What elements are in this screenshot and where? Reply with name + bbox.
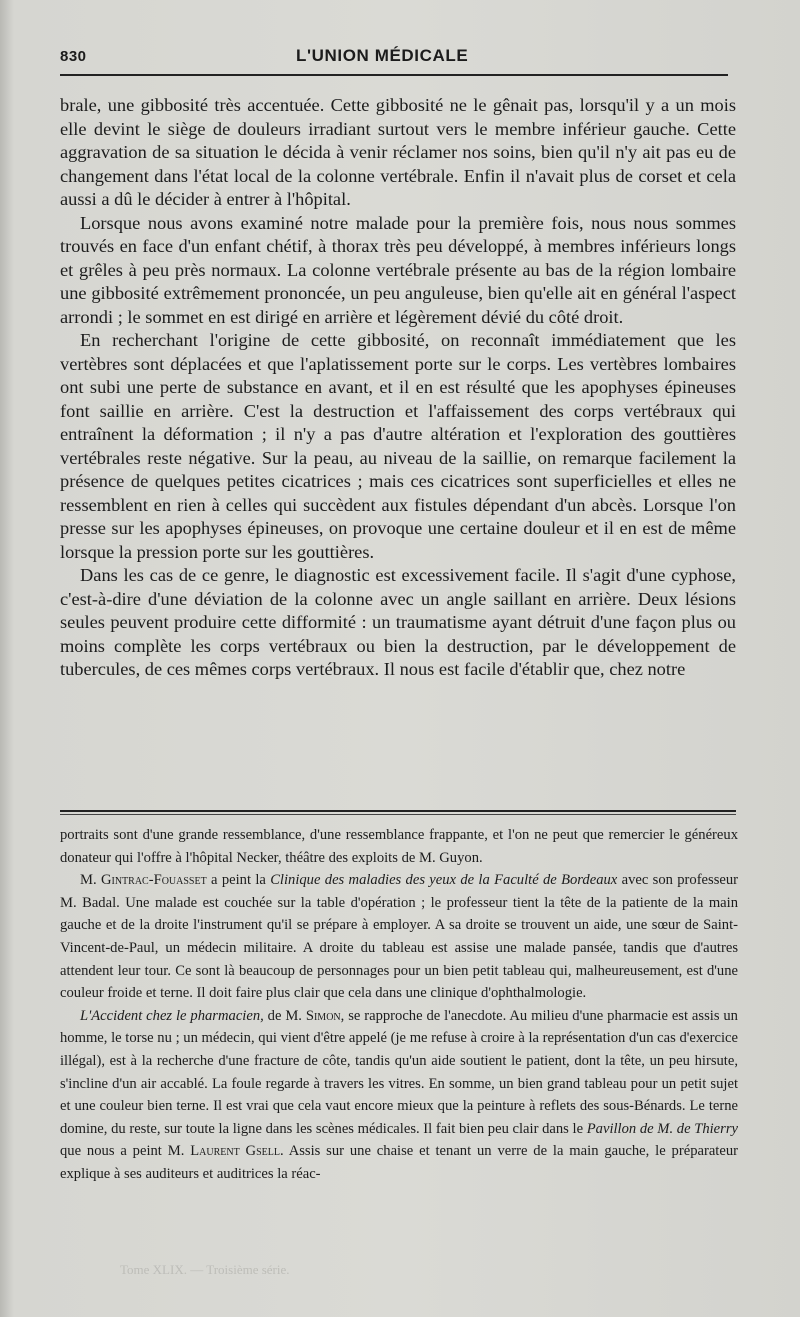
footnote-2 [60, 869, 738, 1005]
footnote-3-title2: Pavillon de M. de Thierry [586, 1120, 738, 1137]
footnote-3 [60, 1005, 738, 1186]
running-title: L'UNION MÉDICALE [296, 46, 469, 65]
footnote-3-text: se rapproche de l'anecdote. Au milieu d'une pharmacie est assis un homme, le torse nu ; un médecin, qui vient d'être appelé (je me refuse à croire à la représentation d'un cas d'exercice illégal), est à la recherche d'une fracture de côte, tandis qu'un aide soutient le patient, dont la tête, un peu hirsute, s'incline d'un air accablé. La foule regarde à travers les vitres. En somme, un bien grand tableau pour un petit sujet et une couleur bien terne. Il est vrai que cela vaut encore mieux que la peinture à reflets des sous-Bénards. Le terne domine, du reste, sur toute la ligne dans les scènes médicales. Il fait bien peu clair dans le [60, 1007, 738, 1137]
footnote-3-end: Assis sur une chaise et tenant un verre de la main gauche, le préparateur explique à ses auditeurs et auditrices la réac- [60, 1143, 738, 1182]
footnotes [60, 824, 738, 1186]
footnote-1: portraits sont d'une grande ressemblance, d'une ressemblance frappante, et l'on ne peut que remercier le généreux donateur qui l'offre à l'hôpital Necker, théâtre des exploits de M. Guyon. [60, 827, 738, 866]
paragraph-3: En recherchant l'origine de cette gibbosité, on reconnaît immédiatement que les vertèbres sont déplacées et que l'aplatissement porte sur le corps. Les vertèbres lombaires ont subi une perte de substance en avant, et il en est résulté que les apophyses épineuses font saillie en arrière. C'est la destruction et l'affaissement des corps vertébraux qui entraînent la déformation ; il n'y a pas d'autre altération et l'exploration des gouttières vertébrales reste négative. Sur la peau, au niveau de la saillie, on remarque facilement la présence de quelques petites cicatrices ; mais ces cicatrices sont superficielles et elles ne ressemblent en rien à celles qui succèdent aux fistules dépendant d'un abcès. Lorsque l'on presse sur les apophyses épineuses, on provoque une certaine douleur et il en est de même lorsque la pression porte sur les gouttières. [60, 330, 736, 562]
footnote-2-prefix: M. [80, 872, 97, 889]
paragraph-1: brale, une gibbosité très accentuée. Cette gibbosité ne le gênait pas, lorsqu'il y a un mois elle devint le siège de douleurs irradiant surtout vers le membre inférieur gauche. Cette aggravation de sa situation le décida à venir réclamer nos soins, bien qu'il n'y ait pas eu de changement dans l'état local de la colonne vertébrale. Enfin il n'avait plus de corset et cela aussi a dû le décider à entrer à l'hôpital. [60, 95, 736, 209]
footnote-2-author: Gintrac-Fouasset [100, 872, 207, 889]
header-rule [60, 74, 728, 76]
footnote-2-text: avec son professeur M. Badal. Une malade est couchée sur la table d'opération ; le professeur tient la tête de la patiente de la main gauche et de la droite l'instrument qu'il se prépare à employer. A sa droite se trouvent un aide, une sœur de Saint-Vincent-de-Paul, un médecin militaire. A droite du tableau est assise une malade pansée, tandis que d'autres attendent leur tour. Ce sont là beaucoup de personnages pour un bien petit tableau qui, malheureusement, est d'une couleur froide et terne. Il doit faire plus clair que cela dans une clinique d'ophthalmologie. [60, 872, 739, 1002]
footnote-2-mid: a peint la [211, 872, 266, 889]
footnote-2-title: Clinique des maladies des yeux de la Faculté de Bordeaux [270, 872, 618, 889]
footnote-3-de: de M. [267, 1007, 302, 1024]
footnote-3-mid2: que nous a peint M. [60, 1143, 185, 1160]
page-number: 830 [60, 48, 87, 65]
footnote-3-author2: Laurent Gsell. [190, 1143, 284, 1160]
main-text [60, 94, 736, 682]
footnote-3-author: Simon, [305, 1007, 345, 1024]
show-through-text: Tome XLIX. — Troisième série. [120, 1262, 290, 1277]
footnote-3-title: L'Accident chez le pharmacien, [80, 1007, 264, 1024]
footnote-rule [60, 810, 736, 812]
paragraph-2: Lorsque nous avons examiné notre malade pour la première fois, nous nous sommes trouvés en face d'un enfant chétif, à thorax très peu développé, à membres inférieurs longs et grêles à peu près normaux. La colonne vertébrale présente au bas de la région lombaire une gibbosité extrêmement prononcée, un peu anguleuse, bien qu'elle ait en général l'aspect arrondi ; le sommet en est dirigé en arrière et légèrement dévié du côté droit. [60, 212, 736, 327]
page-header [60, 46, 730, 72]
paragraph-4: Dans les cas de ce genre, le diagnostic est excessivement facile. Il s'agit d'une cyphose, c'est-à-dire d'une déviation de la colonne avec un angle saillant en arrière. Deux lésions seules peuvent produire cette difformité : un traumatisme ayant détruit d'une façon plus ou moins complète les corps vertébraux ou bien la destruction, par le développement de tubercules, de ces mêmes corps vertébraux. Il nous est facile d'établir que, chez notre [60, 565, 736, 679]
footnote-rule-thin [60, 814, 736, 815]
